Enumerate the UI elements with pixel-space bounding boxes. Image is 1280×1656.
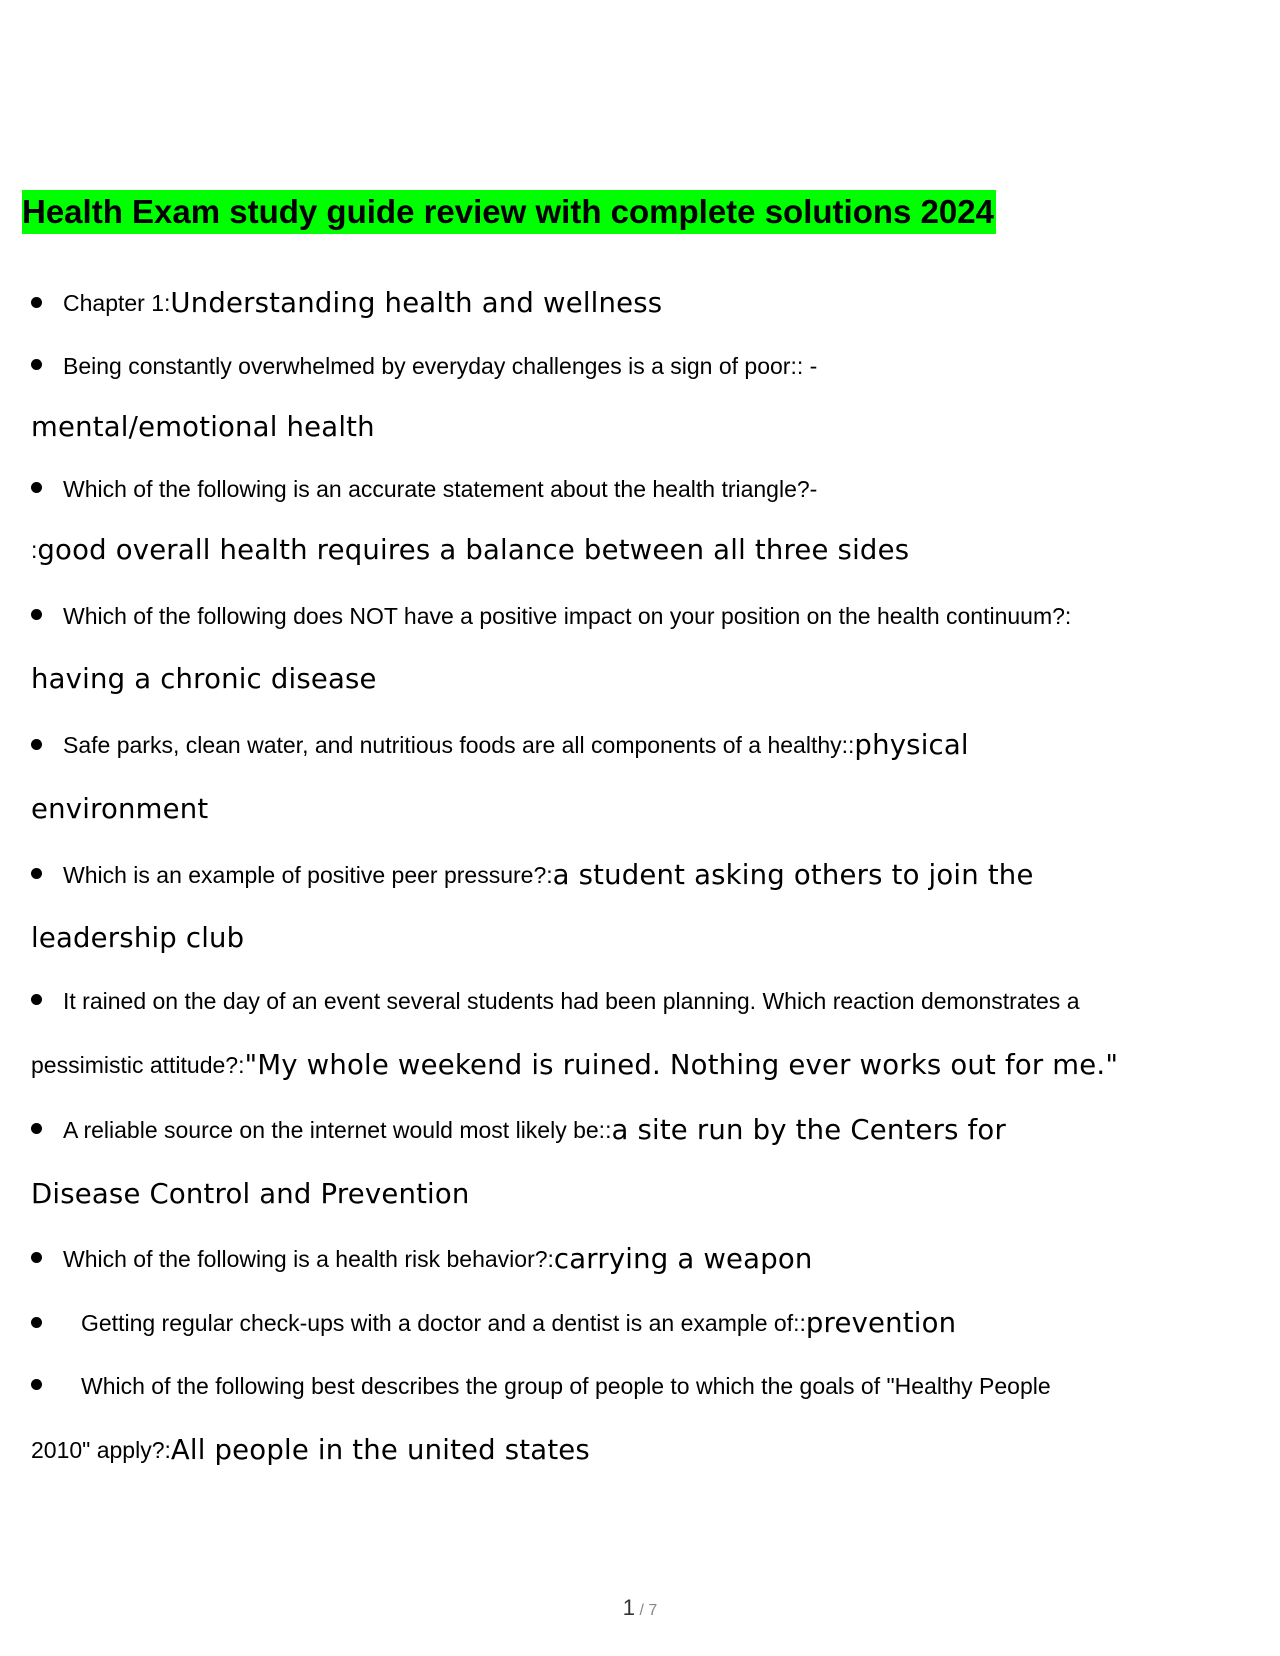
bullet-icon [31,739,42,750]
bullet-icon [31,1123,42,1134]
answer-text: good overall health requires a balance between all three sides [37,534,910,566]
list-item-continuation [31,659,377,699]
question-text: Chapter 1: [63,289,171,316]
bullet-icon [31,482,42,493]
answer-text: a student asking others to join the [552,859,1034,891]
bullet-icon [31,297,42,308]
list-item [81,1303,956,1343]
question-text: A reliable source on the internet would most likely be:: [63,1116,612,1143]
question-text: Safe parks, clean water, and nutritious foods are all components of a healthy:: [63,731,855,758]
list-item-continuation [31,1430,590,1470]
list-item [63,469,817,509]
list-item [63,1110,1006,1150]
page-indicator [0,1595,1280,1621]
list-item [63,981,1079,1021]
bullet-icon [31,609,42,620]
question-text: Which of the following does NOT have a positive impact on your position on the health continuum?: [63,602,1072,629]
answer-text: Disease Control and Prevention [31,1178,470,1210]
question-text: Being constantly overwhelmed by everyday challenges is a sign of poor:: - [63,352,818,379]
answer-text: physical [854,729,969,761]
answer-text: All people in the united states [170,1434,590,1466]
bullet-icon [31,1379,42,1390]
document-title: Health Exam study guide review with complete solutions 2024 [22,190,996,234]
question-text: Which of the following is an accurate statement about the health triangle?- [63,475,818,502]
question-text: It rained on the day of an event several students had been planning. Which reaction demonstrates a [63,987,1080,1014]
list-item-continuation [31,789,208,829]
list-item [81,1366,1051,1406]
list-item-continuation [31,918,244,958]
answer-text: leadership club [31,922,245,954]
list-item [63,283,662,323]
question-text: pessimistic attitude?: [31,1051,245,1078]
answer-text: having a chronic disease [31,663,377,695]
answer-text: Understanding health and wellness [170,287,663,319]
title-container [22,190,996,234]
question-text: 2010" apply?: [31,1436,171,1463]
list-item [63,596,1071,636]
bullet-icon [31,1317,42,1328]
bullet-icon [31,1252,42,1263]
answer-text: a site run by the Centers for [611,1114,1006,1146]
list-item [63,855,1034,895]
bullet-icon [31,994,42,1005]
bullet-icon [31,359,42,370]
list-item [63,725,969,765]
total-pages: / 7 [639,1602,658,1619]
question-text: : [31,536,38,563]
answer-text: prevention [805,1307,957,1339]
list-item-continuation [31,1174,470,1214]
question-text: Getting regular check-ups with a doctor and a dentist is an example of:: [81,1309,806,1336]
list-item-continuation [31,1045,1118,1085]
list-item-continuation [31,407,375,447]
list-item [63,1239,813,1279]
answer-text: "My whole weekend is ruined. Nothing ever works out for me." [244,1049,1119,1081]
answer-text: mental/emotional health [31,411,375,443]
answer-text: carrying a weapon [553,1243,813,1275]
current-page-number: 1 [622,1595,635,1620]
answer-text: environment [31,793,209,825]
list-item [63,346,817,386]
question-text: Which is an example of positive peer pressure?: [63,861,553,888]
list-item-continuation [31,530,909,570]
question-text: Which of the following is a health risk behavior?: [63,1245,554,1272]
bullet-icon [31,868,42,879]
question-text: Which of the following best describes the group of people to which the goals of "Healthy People [81,1372,1051,1399]
